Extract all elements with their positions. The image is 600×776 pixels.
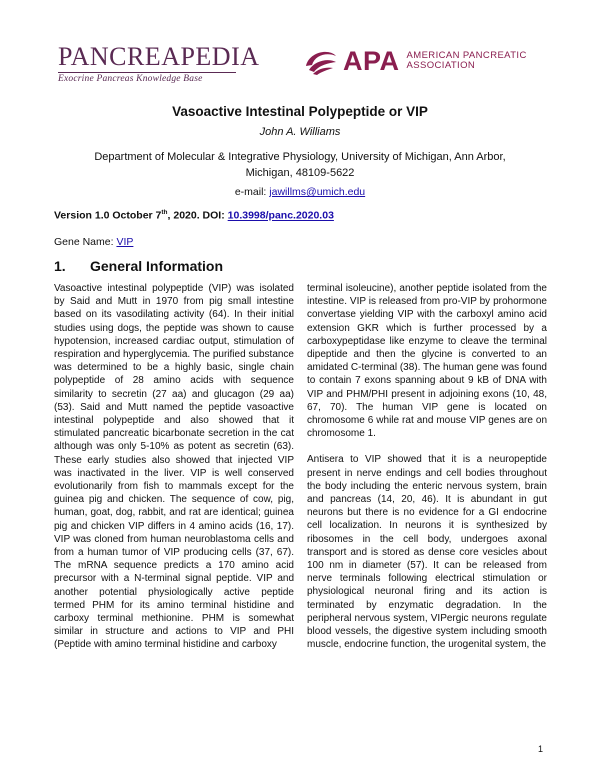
gene-link[interactable]: VIP — [116, 236, 134, 248]
paragraph: terminal isoleucine), another peptide isolated from the intestine. VIP is released from pro-VIP by prohormone convertase yielding VIP with the carboxyl amino acid extension GKR which is further processed by a carboxypeptidase like enzyme to cleave the terminal dipeptide and then the glycine is converted to an amidated C-terminal (38). The human gene was found to contain 7 exons spanning about 9 kB of DNA with VIP and PHM/PHI present in adjoining exons (10, 48, 67, 70). The human VIP gene is located on chromosome 6 while rat and mouse VIP genes are on chromosome 1. — [307, 283, 547, 440]
apa-logo-letters: APA — [343, 45, 400, 76]
article-title: Vasoactive Intestinal Polypeptide or VIP — [172, 104, 428, 119]
gene-name-label: Gene Name: — [54, 236, 114, 248]
author-email-line — [0, 186, 600, 198]
version-label: Version 1.0 October 7 — [54, 209, 162, 222]
article-author: John A. Williams — [259, 126, 341, 138]
pancreapedia-logo-wordmark: PANCREAPEDIA — [58, 42, 260, 71]
version-mid: , 2020. DOI: — [167, 209, 225, 222]
right-column — [307, 282, 547, 664]
left-column — [54, 282, 294, 665]
section-heading — [54, 258, 223, 274]
section-number: 1. — [54, 258, 66, 274]
page-number: 1 — [538, 744, 544, 754]
version-date-suffix: th — [161, 209, 168, 216]
apa-logo[interactable] — [303, 44, 527, 78]
paragraph: Vasoactive intestinal polypeptide (VIP) was isolated by Said and Mutt in 1970 from pig small intestine based on its vasodilating activity (64). In their initial studies using dogs, the peptide was shown to cause hypotension, increased cardiac output, stimulation of respiration and hyperglycemia. The purified substance was determined to be a highly basic, single chain polypeptide of 28 amino acids with sequence similarity to secretin (27 aa) and glucagon (29 aa) (53). Said and Mutt named the peptide vasoactive intestinal polypeptide and also showed that it stimulated pancreatic bicarbonate secretion in the cat although was only 5-10% as potent as secretin (63). These early studies also showed that injected VIP was inactivated in the liver. VIP is well conserved evolutionarily from fish to mammals except for the guinea pig and chicken. The sequence of cow, pig, human, goat, dog, rabbit, and rat are identical; guinea pig and chicken VIP differs in 4 amino acids (16, 17). VIP was cloned from human neuroblastoma cells and from a human tumor of VIP producing cells (37, 67). The mRNA sequence predicts a 170 amino acid precursor with a N-terminal signal peptide. VIP and another potential physiologically active peptide termed PHM for its amino terminal histidine and carboxy terminal methionine. PHM is somewhat similar in structure and actions to VIP and PHI (Peptide with amino terminal histidine and carboxy — [54, 283, 294, 651]
apa-logo-name: AMERICAN PANCREATIC ASSOCIATION — [406, 49, 527, 71]
version-line — [54, 209, 334, 222]
apa-swirl-icon — [303, 46, 339, 76]
section-title: General Information — [90, 258, 224, 274]
pancreapedia-logo[interactable] — [58, 44, 260, 84]
email-label: e-mail: — [234, 186, 267, 198]
author-affiliation: Department of Molecular & Integrative Physiology, University of Michigan, Ann Arbor, Michigan, 48109-5622 — [94, 151, 506, 179]
gene-name-line — [54, 236, 133, 248]
doi-link[interactable]: 10.3998/panc.2020.03 — [227, 209, 334, 222]
paragraph: Antisera to VIP showed that it is a neuropeptide present in nerve endings and cell bodies throughout the body including the enteric nervous system, brain and pancreas (14, 20, 46). It is abundant in gut neurons but there is no evidence for a GI endocrine cell localization. In neurons it is synthesized by ribosomes in the cell body, undergoes axonal transport and is stored as dense core vesicles about 100 nm in diameter (57). It can be released from nerve terminals following electrical stimulation or physiological neuronal firing and its action is terminated by enzymatic degradation. In the peripheral nervous system, VIPergic neurons regulate blood vessels, the digestive system including smooth muscle, endocrine function, the urogenital system, the — [307, 454, 547, 651]
email-link[interactable]: jawillms@umich.edu — [269, 186, 366, 198]
pancreapedia-logo-tagline: Exocrine Pancreas Knowledge Base — [58, 72, 236, 84]
